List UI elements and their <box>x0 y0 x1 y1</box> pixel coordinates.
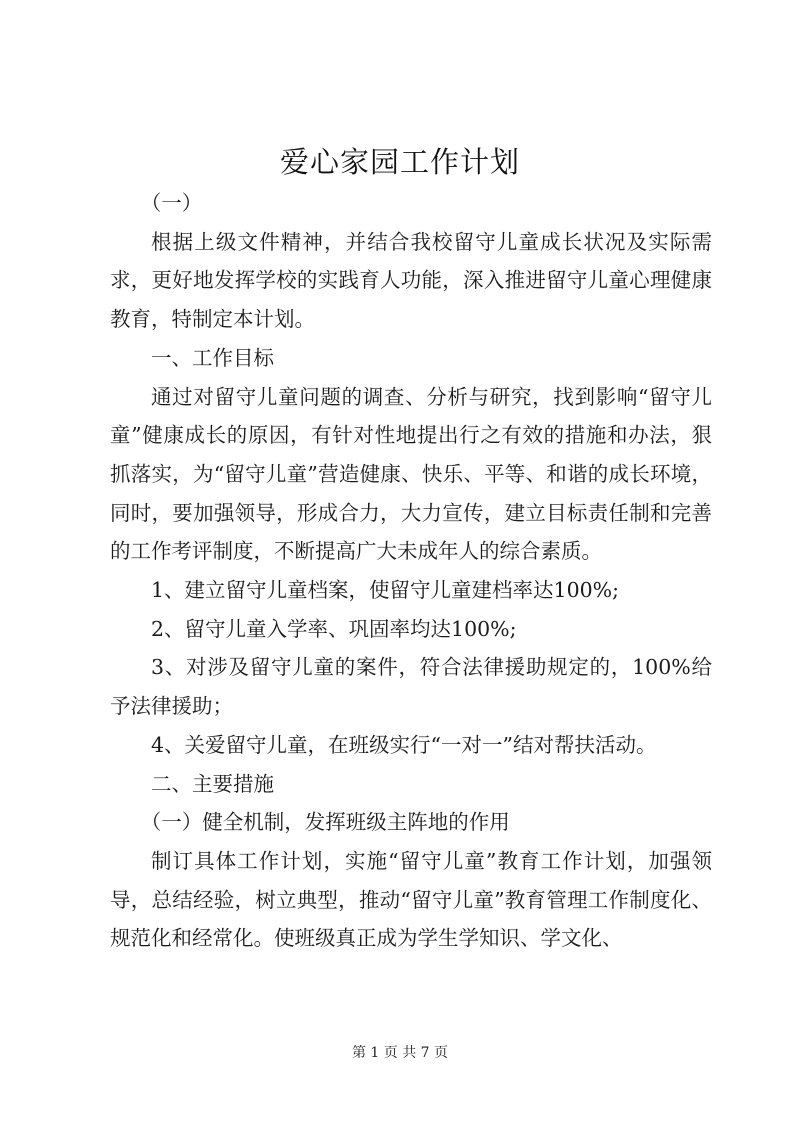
list-item-4: 4、关爱留守儿童，在班级实行“一对一”结对帮扶活动。 <box>151 732 657 757</box>
paragraph-goals: 通过对留守儿童问题的调查、分析与研究，找到影响“留守儿童”健康成长的原因，有针对性地提出行之有效的措施和办法，狠抓落实，为“留守儿童”营造健康、快乐、平等、和谐的成长环境，同时，要加强领导，形成合力，大力宣传，建立目标责任制和完善的工作考评制度，不断提高广大未成年人的综合素质。 <box>110 384 712 564</box>
page-footer: 第 1 页 共 7 页 <box>351 1045 449 1061</box>
list-item-3: 3、对涉及留守儿童的案件，符合法律援助规定的，100%给予法律援助； <box>110 655 712 719</box>
list-item-1: 1、建立留守儿童档案，使留守儿童建档率达100%; <box>151 578 620 603</box>
document-body <box>110 184 712 958</box>
subheading-mechanism: （一）健全机制，发挥班级主阵地的作用 <box>140 810 510 835</box>
section-label: （一） <box>140 191 203 215</box>
document-title: 爱心家园工作计划 <box>279 145 520 179</box>
paragraph-plan: 制订具体工作计划，实施“留守儿童”教育工作计划，加强领导，总结经验，树立典型，推动“留守儿童”教育管理工作制度化、规范化和经常化。使班级真正成为学生学知识、学文化、 <box>110 848 712 951</box>
heading-work-goals: 一、工作目标 <box>151 345 274 370</box>
paragraph-intro: 根据上级文件精神，并结合我校留守儿童成长状况及实际需求，更好地发挥学校的实践育人功能，深入推进留守儿童心理健康教育，特制定本计划。 <box>110 229 712 332</box>
heading-main-measures: 二、主要措施 <box>151 771 274 796</box>
list-item-2: 2、留守儿童入学率、巩固率均达100%; <box>151 616 517 641</box>
